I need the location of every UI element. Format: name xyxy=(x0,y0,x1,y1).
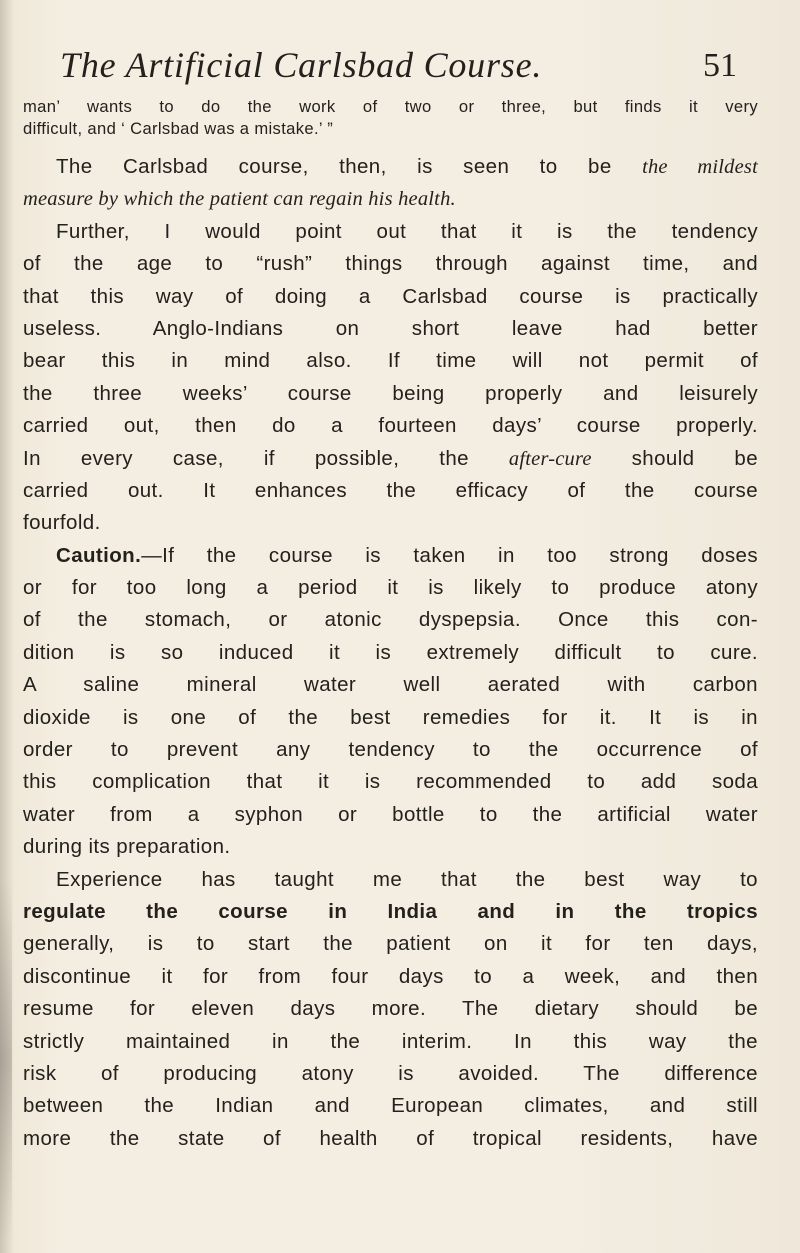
page-title: The Artificial Carlsbad Course. xyxy=(60,45,543,85)
text-line-6: of the age to “rush” things through against time, and xyxy=(23,252,758,276)
text-line-29: resume for eleven days more. The dietary should be xyxy=(23,997,758,1021)
text-line-2: difficult, and ‘ Carlsbad was a mistake.’ ” xyxy=(23,119,334,138)
text-line-33: more the state of health of tropical residents, have xyxy=(23,1126,758,1150)
text-line-32: between the Indian and European climates, and still xyxy=(23,1094,758,1118)
text-line-7: that this way of doing a Carlsbad course is practically xyxy=(23,284,758,308)
text-line-11: carried out, then do a fourteen days’ course properly. xyxy=(23,414,758,438)
text-line-4: measure by which the patient can regain his health. xyxy=(23,188,456,211)
text-line-5: Further, I would point out that it is the tendency xyxy=(56,219,758,243)
caution-label: Caution. xyxy=(56,543,142,567)
text-line-15 xyxy=(23,540,758,572)
text-line-27: generally, is to start the patient on it for ten days, xyxy=(23,932,758,956)
text-line-17: of the stomach, or atonic dyspepsia. Once this con- xyxy=(23,608,758,632)
text-line-12-c: should be xyxy=(591,446,759,470)
text-line-16: or for too long a period it is likely to produce atony xyxy=(23,576,758,600)
text-line-26: regulate the course in India and in the tropics xyxy=(23,899,758,923)
text-line-8: useless. Anglo-Indians on short leave had better xyxy=(23,316,758,340)
text-line-12-italic: after-cure xyxy=(508,447,592,470)
text-line-22: this complication that it is recommended to add soda xyxy=(23,770,758,794)
caution-text: —If the course is taken in too strong doses xyxy=(141,543,758,567)
text-line-13: carried out. It enhances the efficacy of the course xyxy=(23,478,758,502)
text-line-10: the three weeks’ course being properly and leisurely xyxy=(23,381,758,405)
text-line-12-a: In every case, if possible, the xyxy=(23,446,509,470)
text-line-20: dioxide is one of the best remedies for it. It is in xyxy=(23,705,758,729)
page-number: 51 xyxy=(703,47,737,84)
page-gutter-marks xyxy=(0,880,12,1240)
text-line-9: bear this in mind also. If time will not permit of xyxy=(23,349,758,373)
text-line-30: strictly maintained in the interim. In this way the xyxy=(23,1029,758,1053)
text-line-3-italic: the mildest xyxy=(642,156,758,178)
text-line-14: fourfold. xyxy=(23,511,101,535)
text-line-18: dition is so induced it is extremely difficult to cure. xyxy=(23,640,758,664)
text-line-31: risk of producing atony is avoided. The difference xyxy=(23,1061,758,1085)
text-line-19: A saline mineral water well aerated with carbon xyxy=(23,673,758,697)
text-line-3 xyxy=(23,151,758,183)
text-line-1: man’ wants to do the work of two or three, but finds it very xyxy=(23,97,758,116)
text-line-12 xyxy=(23,443,758,475)
body-text xyxy=(23,96,758,1155)
text-line-28: discontinue it for from four days to a week, and then xyxy=(23,964,758,988)
text-line-24: during its preparation. xyxy=(23,835,231,859)
text-line-21: order to prevent any tendency to the occurrence of xyxy=(23,738,758,762)
text-line-3-regular: The Carlsbad course, then, is seen to be xyxy=(56,155,643,178)
text-line-25: Experience has taught me that the best way to xyxy=(56,867,758,891)
text-line-23: water from a syphon or bottle to the artificial water xyxy=(23,802,758,826)
running-head xyxy=(60,44,760,96)
